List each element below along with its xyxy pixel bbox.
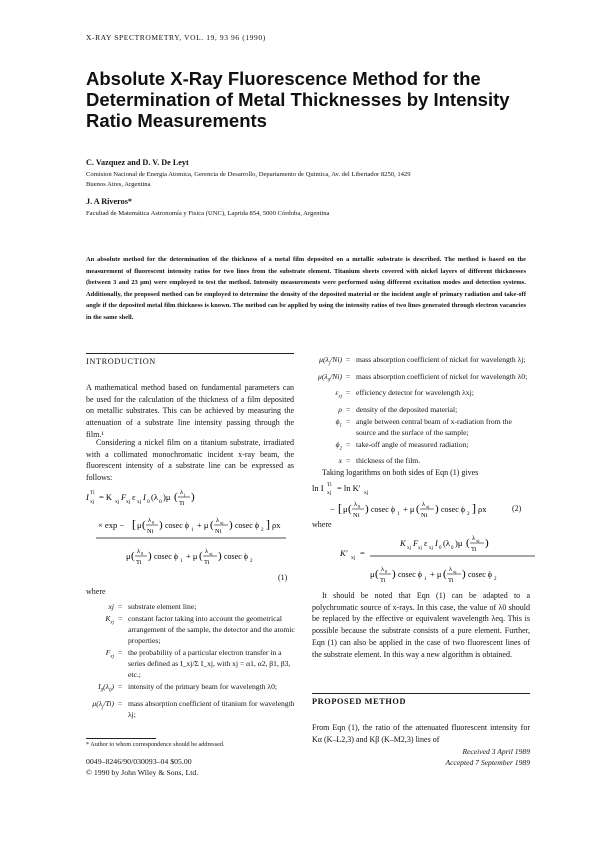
svg-text:0: 0 (159, 499, 162, 505)
svg-text:2: 2 (467, 512, 470, 517)
svg-text:): ) (229, 519, 233, 531)
received-date: Received 3 April 1989 (462, 747, 530, 756)
right-paragraph: It should be noted that Eqn (1) can be adapted to a polychromatic source of x-rays. In this case, the value of λ0 should be replaced by the effective or equivalent wavelength λeq. This is possible because the substrate consists of a pure element. Further, Eqn (1) can also be applied in the case of two fluorescent lines of the substrate element. In this way a new algorithm is obtained. (312, 591, 530, 659)
accepted-date: Accepted 7 September 1989 (445, 758, 530, 767)
def-i0-text: intensity of the primary beam for wavelength λ0; (128, 682, 277, 691)
svg-text:μ: μ (137, 520, 142, 530)
svg-text:ρx: ρx (478, 504, 487, 514)
affiliation-1-line1: Comision Nacional de Energia Atomica, Gerencia de Desarrollo, Departamento de Quimica, Av. del Libertador 8250, 1429 (86, 171, 411, 178)
svg-text:+ μ: + μ (403, 504, 415, 514)
svg-text:F: F (413, 538, 419, 548)
svg-text:(: ( (375, 568, 379, 580)
def-phi2: $\phi_2$ = take-off angle of measured radiation; (312, 439, 530, 455)
def-mu-ti: $\mu(\lambda_j/Ti)$ = mass absorption coefficient of titanium for wavelength λj; (92, 698, 295, 719)
svg-text:Ni: Ni (147, 528, 154, 535)
def-xj: xj = substrate element line; (86, 601, 296, 612)
svg-text:λ: λ (381, 566, 385, 573)
svg-text:(: ( (466, 537, 470, 549)
svg-text:=: = (360, 548, 365, 558)
svg-text:Ni: Ni (215, 528, 222, 535)
footnote: * Author to whom correspondence should be addressed. (86, 741, 225, 748)
svg-text:): ) (218, 550, 222, 562)
def-phi2-text: take-off angle of measured radiation; (356, 439, 469, 449)
svg-text:0: 0 (147, 499, 150, 505)
def-mu-ni-j-text: mass absorption coefficient of nickel for wavelength λj; (356, 355, 526, 364)
svg-text:xj: xj (476, 538, 480, 543)
svg-text:xj: xj (115, 499, 120, 505)
def-eps: $\varepsilon_{xj}$ = efficiency detector for wavelength λxj; (312, 387, 530, 403)
svg-text:(λ: (λ (443, 538, 450, 548)
svg-text:cosec ϕ: cosec ϕ (371, 505, 395, 514)
equation-2-number: (2) (512, 504, 522, 513)
svg-text:λ: λ (216, 517, 220, 524)
svg-text:K: K (400, 538, 406, 548)
svg-text:Ti: Ti (448, 577, 454, 584)
svg-text:2: 2 (261, 528, 264, 533)
def-kxj-text: constant factor taking into account the geometrical arrangement of the sample, the detector and the atomic properties; (128, 614, 295, 645)
svg-text:0: 0 (152, 520, 155, 525)
def-xj-text: substrate element line; (128, 602, 197, 611)
equation-1 (86, 486, 296, 576)
issn: 0049–8246/90/030093–04 $05.00 (86, 757, 192, 766)
svg-text:Ti: Ti (380, 577, 386, 584)
svg-text:xj: xj (209, 551, 213, 556)
svg-text:λ: λ (148, 517, 152, 524)
svg-text:Ni: Ni (421, 512, 428, 518)
svg-text:): ) (435, 503, 439, 515)
svg-text:0: 0 (141, 551, 144, 556)
svg-text:0: 0 (385, 569, 388, 574)
svg-text:Ti: Ti (204, 559, 210, 566)
svg-text:0: 0 (451, 546, 454, 551)
right-definitions (312, 354, 530, 466)
svg-text:[: [ (338, 501, 342, 515)
svg-text:): ) (392, 568, 396, 580)
svg-text:ρx: ρx (272, 520, 281, 530)
author-names-2: J. A Riveros* (86, 197, 133, 206)
svg-text:Ti: Ti (90, 490, 95, 496)
def-mu-ni-0: $\mu(\lambda_0/Ni)$ = mass absorption coefficient of nickel for wavelength λ0; (312, 371, 530, 387)
svg-text:cosec ϕ: cosec ϕ (235, 521, 259, 530)
svg-text:Ti: Ti (471, 546, 477, 553)
svg-text:[: [ (132, 517, 136, 531)
equation-1-number: (1) (278, 573, 288, 582)
def-phi1-text: angle between central beam of x-radiation from the source and the surface of the sample; (356, 416, 512, 437)
svg-text:2: 2 (250, 559, 253, 564)
svg-text:(: ( (348, 503, 352, 515)
svg-text:(: ( (174, 491, 178, 503)
svg-text:(: ( (131, 550, 135, 562)
svg-text:): ) (159, 519, 163, 531)
svg-text:ln I: ln I (312, 483, 324, 493)
def-eps-text: efficiency detector for wavelength λxj; (356, 388, 474, 398)
svg-text:]: ] (266, 517, 270, 531)
copyright: © 1990 by John Wiley & Sons, Ltd. (86, 768, 199, 777)
equation-2 (312, 480, 532, 518)
svg-text:xj: xj (351, 555, 356, 561)
received-dates (380, 746, 530, 768)
svg-text:): ) (148, 550, 152, 562)
heading-introduction: INTRODUCTION (86, 357, 156, 366)
where-label-right: where (312, 520, 332, 529)
svg-text:xj: xj (426, 504, 430, 509)
svg-text:λ: λ (180, 489, 184, 496)
svg-text:(: ( (443, 568, 447, 580)
svg-text:Ni: Ni (353, 512, 360, 518)
def-kxj: $K_{xj}$ = constant factor taking into account the geometrical arrangement of the sample, the detector and the atomic properties; (105, 614, 295, 645)
svg-text:xj: xj (407, 546, 411, 551)
svg-text:1: 1 (191, 528, 194, 533)
svg-text:ε: ε (424, 538, 428, 548)
svg-text:xj: xj (453, 569, 457, 574)
svg-text:I: I (143, 492, 146, 502)
def-phi1: $\phi_1$ = angle between central beam of x-radiation from the source and the surface of the sample; (312, 416, 530, 438)
def-rho-text: density of the deposited material; (356, 404, 458, 414)
svg-text:I: I (86, 492, 89, 502)
author-names-1: C. Vazquez and D. V. De Leyt (86, 158, 189, 167)
svg-text:= ln K′: = ln K′ (337, 483, 361, 493)
svg-text:(: ( (210, 519, 214, 531)
affiliation-1-line2: Buenos Aires, Argentina (86, 181, 151, 188)
svg-text:1: 1 (397, 512, 400, 517)
def-mu-ti-text: mass absorption coefficient of titanium for wavelength λj; (128, 698, 295, 719)
svg-text:xj: xj (364, 490, 369, 496)
svg-text:2: 2 (494, 577, 497, 582)
svg-text:j: j (184, 492, 186, 497)
svg-text:ε: ε (132, 492, 136, 502)
svg-text:λ: λ (354, 501, 358, 508)
affiliation-2: Facultad de Matemática Astronomía y Fisica (UNC), Laprida 854, 5000 Córdoba, Argentina (86, 210, 330, 217)
svg-text:cosec ϕ: cosec ϕ (224, 552, 248, 561)
svg-text:K′: K′ (340, 548, 348, 558)
svg-text:+ μ: + μ (430, 569, 442, 579)
heading-proposed-method: PROPOSED METHOD (312, 697, 407, 706)
svg-text:): ) (365, 503, 369, 515)
svg-text:xj: xj (126, 499, 131, 505)
svg-text:Ti: Ti (179, 500, 185, 507)
svg-text:λ: λ (205, 548, 209, 555)
svg-text:1: 1 (180, 559, 183, 564)
svg-text:μ: μ (126, 551, 131, 561)
left-definitions (86, 601, 296, 720)
svg-text:λ: λ (422, 501, 426, 508)
svg-text:0: 0 (358, 504, 361, 509)
svg-text:F: F (121, 492, 127, 502)
proposed-text: From Eqn (1), the ratio of the attenuated fluorescent intensity for Kα (K–L2,3) and Kβ (K–M2,3) lines of (312, 723, 530, 744)
svg-text:+ μ: + μ (186, 551, 198, 561)
svg-text:xj: xj (429, 546, 433, 551)
def-x: x = thickness of the film. (312, 455, 530, 466)
footnote-rule (86, 738, 156, 739)
svg-text:Ti: Ti (327, 482, 332, 488)
svg-text:]: ] (472, 501, 476, 515)
svg-text:+ μ: + μ (197, 520, 209, 530)
svg-text:λ: λ (449, 566, 453, 573)
intro-paragraph-1: A mathematical method based on fundamental parameters can be used for the calculation of the thickness of a film deposited on metallic substrates. This can be achieved by measuring the attenuation of a substrate line intensity passing through the film.¹ (86, 383, 294, 439)
svg-text:xj: xj (137, 499, 142, 505)
svg-text:× exp −: × exp − (98, 520, 125, 530)
def-rho: ρ = density of the deposited material; (312, 404, 530, 415)
def-i0: $I_0(\lambda_0)$ = intensity of the primary beam for wavelength λ0; (86, 681, 296, 697)
svg-text:cosec ϕ: cosec ϕ (154, 552, 178, 561)
svg-text:): ) (462, 568, 466, 580)
svg-text:λ: λ (472, 535, 476, 542)
svg-text:xj: xj (90, 499, 95, 505)
issn-line (86, 756, 198, 778)
svg-text:cosec ϕ: cosec ϕ (468, 570, 492, 579)
svg-text:)μ: )μ (163, 492, 171, 502)
def-x-text: thickness of the film. (356, 456, 421, 466)
svg-text:λ: λ (137, 548, 141, 555)
svg-text:(: ( (416, 503, 420, 515)
journal-header: X-RAY SPECTROMETRY, VOL. 19, 93 96 (1990) (86, 33, 266, 42)
where-label-left: where (86, 587, 106, 596)
def-mu-ni-j: $\mu(\lambda_j/Ni)$ = mass absorption coefficient of nickel for wavelength λj; (312, 354, 530, 370)
svg-text:cosec ϕ: cosec ϕ (441, 505, 465, 514)
svg-text:= K: = K (99, 492, 113, 502)
paper-title: Absolute X-Ray Fluorescence Method for the Determination of Metal Thicknesses by Intensity Ratio Measurements (86, 68, 510, 131)
svg-text:1: 1 (424, 577, 427, 582)
svg-text:(: ( (142, 519, 146, 531)
svg-text:cosec ϕ: cosec ϕ (398, 570, 422, 579)
svg-text:xj: xj (418, 546, 422, 551)
affiliation-1 (86, 170, 526, 190)
section-rule-proposed (312, 693, 530, 694)
equation-kprime (340, 530, 540, 588)
svg-text:(λ: (λ (151, 492, 158, 502)
section-rule-introduction (86, 353, 294, 354)
svg-text:μ: μ (343, 504, 348, 514)
svg-text:): ) (191, 491, 195, 503)
svg-text:xj: xj (327, 490, 332, 496)
svg-text:I: I (435, 538, 438, 548)
svg-text:Ti: Ti (136, 559, 142, 566)
svg-text:): ) (485, 537, 489, 549)
intro-paragraph-2: Considering a nickel film on a titanium substrate, irradiated with a collimated monochromatic incident x-ray beam, the fluorescent intensity of a substrate line can be expressed as follows: (86, 438, 294, 483)
svg-text:μ: μ (370, 569, 375, 579)
def-fxj: $F_{xj}$ = the probability of a particular electron transfer in a series defined as I_xj/Σ I_xj, with xj = α1, α2, β1, β3, etc.; (86, 647, 296, 680)
def-mu-ni-0-text: mass absorption coefficient of nickel for wavelength λ0; (356, 371, 528, 381)
svg-text:)μ: )μ (455, 538, 463, 548)
svg-text:(: ( (199, 550, 203, 562)
svg-text:−: − (330, 504, 335, 514)
svg-text:0: 0 (439, 546, 442, 551)
abstract: An absolute method for the determination of the thickness of a metal film deposited on a metallic substrate is described. The method is based on the measurement of fluorescent intensity ratios for two lines from the substrate element. Titanium sheets covered with nickel layers of different thicknesses (between 3 and 23 µm) were employed to test the method. Intensity measurements were performed using different excitation modes and detection systems. Additionally, the proposed method can be employed to determine the density of the deposited material or the incident angle of primary radiation and take-off angle if the deposited metal film thickness is known. The method can be applied by using the intensity ratios of two lines generated through electron vacancies in the same shell. (86, 256, 526, 321)
svg-text:xj: xj (220, 520, 224, 525)
svg-text:cosec ϕ: cosec ϕ (165, 521, 189, 530)
logs-text: Taking logarithms on both sides of Eqn (1) gives (322, 468, 479, 477)
def-fxj-text: the probability of a particular electron transfer in a series defined as I_xj/Σ I_xj, with xj = α1, α2, β1, β3, etc.; (128, 648, 291, 679)
